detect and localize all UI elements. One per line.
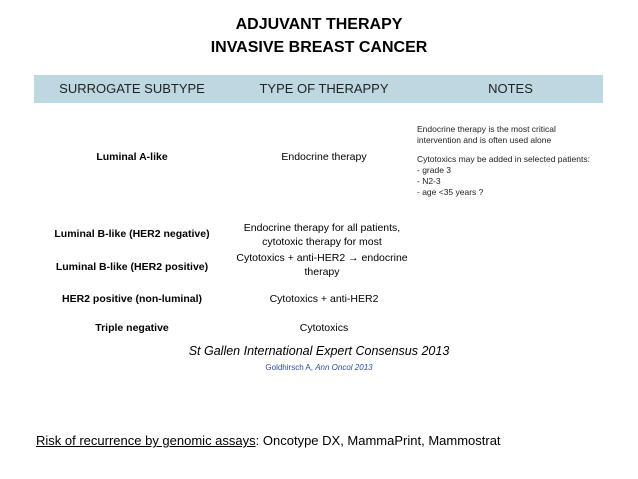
header-notes: NOTES: [488, 81, 533, 96]
source-caption: St Gallen International Expert Consensus 2013: [188, 344, 450, 358]
footer-text: [36, 432, 501, 450]
note-line: - N2-3: [417, 176, 441, 186]
slide-title-line1: ADJUVANT THERAPY: [235, 16, 403, 33]
notes-luminal-a: [417, 124, 607, 198]
citation-authors: Goldhirsch A,: [265, 363, 316, 372]
row-subtype-luminal-b-her2-pos: Luminal B-like (HER2 positive): [55, 261, 209, 273]
citation: [0, 363, 638, 373]
row-therapy-luminal-b-her2-neg: Endocrine therapy for all patients, cytotoxic therapy for most: [243, 222, 401, 248]
row-therapy-her2-positive: Cytotoxics + anti-HER2: [269, 293, 379, 305]
footer-link[interactable]: Risk of recurrence by genomic assays: [36, 433, 256, 448]
row-therapy-triple-negative: Cytotoxics: [299, 322, 349, 334]
row-subtype-triple-negative: Triple negative: [95, 322, 169, 334]
note-line: - grade 3: [417, 165, 452, 175]
note-line: - age <35 years ?: [417, 187, 484, 197]
note-spacer: [417, 146, 607, 154]
note-line: Cytotoxics may be added in selected patients:: [417, 154, 590, 164]
row-therapy-luminal-a: Endocrine therapy: [281, 151, 367, 163]
citation-journal: Ann Oncol 2013: [315, 363, 373, 372]
note-line: Endocrine therapy is the most critical: [417, 124, 556, 134]
row-subtype-luminal-b-her2-neg: Luminal B-like (HER2 negative): [54, 228, 210, 240]
slide-title-line2: INVASIVE BREAST CANCER: [210, 39, 428, 56]
row-subtype-her2-positive: HER2 positive (non-luminal): [61, 293, 202, 305]
note-line: intervention and is often used alone: [417, 135, 552, 145]
row-therapy-luminal-b-her2-pos: Cytotoxics + anti-HER2 → endocrine therapy: [236, 252, 408, 278]
header-surrogate-subtype: SURROGATE SUBTYPE: [59, 81, 205, 96]
row-subtype-luminal-a: Luminal A-like: [96, 151, 168, 163]
table-header: [34, 75, 603, 103]
footer-rest: : Oncotype DX, MammaPrint, Mammostrat: [255, 433, 501, 448]
header-type-of-therapy: TYPE OF THERAPPY: [259, 81, 389, 96]
